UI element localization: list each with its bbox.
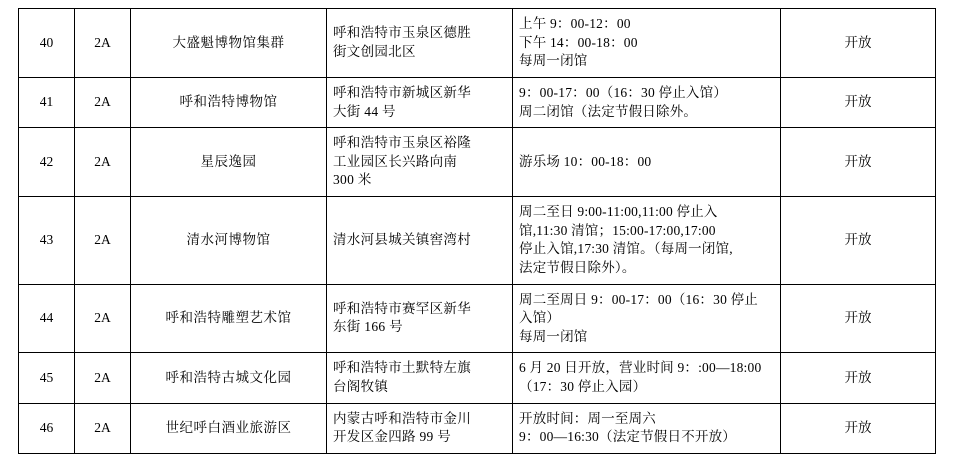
row-address-line: 呼和浩特市玉泉区德胜 xyxy=(333,25,471,41)
row-address-line: 开发区金四路 99 号 xyxy=(333,429,452,445)
row-hours xyxy=(513,9,781,78)
row-address xyxy=(327,403,513,453)
row-status: 开放 xyxy=(781,284,936,353)
row-status: 开放 xyxy=(781,403,936,453)
row-name: 世纪呼白酒业旅游区 xyxy=(131,403,327,453)
row-index: 41 xyxy=(19,77,75,127)
row-hours-line: 9：00—16:30（法定节假日不开放） xyxy=(519,429,737,445)
row-index: 46 xyxy=(19,403,75,453)
row-level: 2A xyxy=(75,197,131,285)
row-index: 43 xyxy=(19,197,75,285)
row-level: 2A xyxy=(75,403,131,453)
table-row xyxy=(19,77,936,127)
row-address-line: 清水河县城关镇窖湾村 xyxy=(333,231,471,247)
row-hours xyxy=(513,353,781,403)
row-name: 清水河博物馆 xyxy=(131,197,327,285)
row-hours-line: 每周一闭馆 xyxy=(519,328,588,344)
row-hours xyxy=(513,403,781,453)
row-address-line: 街文创园北区 xyxy=(333,43,416,59)
row-address xyxy=(327,197,513,285)
row-index: 42 xyxy=(19,128,75,197)
row-level: 2A xyxy=(75,77,131,127)
table-row xyxy=(19,9,936,78)
row-address-line: 呼和浩特市玉泉区裕隆 xyxy=(333,135,471,151)
row-hours-line: 法定节假日除外）。 xyxy=(519,259,636,275)
row-address-line: 工业园区长兴路向南 xyxy=(333,153,458,169)
table-row xyxy=(19,128,936,197)
row-index: 45 xyxy=(19,353,75,403)
row-hours-line: 停止入馆,17:30 清馆。（每周一闭馆, xyxy=(519,241,733,257)
row-hours-line: 周二闭馆（法定节假日除外。 xyxy=(519,103,698,119)
row-hours-line: 上午 9：00-12：00 xyxy=(519,16,631,31)
row-status: 开放 xyxy=(781,77,936,127)
row-address-line: 台阁牧镇 xyxy=(333,379,389,394)
row-hours xyxy=(513,77,781,127)
row-address xyxy=(327,77,513,127)
table-row xyxy=(19,284,936,353)
row-hours-line: 开放时间：周一至周六 xyxy=(519,410,656,426)
row-index: 40 xyxy=(19,9,75,78)
row-status: 开放 xyxy=(781,197,936,285)
row-hours-line: 入馆） xyxy=(519,310,561,326)
row-hours-line: 游乐场 10：00-18：00 xyxy=(519,153,652,169)
row-level: 2A xyxy=(75,353,131,403)
row-hours-line: 下午 14：00-18：00 xyxy=(519,34,638,50)
row-hours xyxy=(513,284,781,353)
row-hours-line: 6 月 20 日开放，营业时间 9：:00—18:00 xyxy=(519,360,762,376)
row-index: 44 xyxy=(19,284,75,353)
row-name: 呼和浩特古城文化园 xyxy=(131,353,327,403)
row-hours-line: 馆,11:30 清馆；15:00-17:00,17:00 xyxy=(519,222,716,238)
row-hours xyxy=(513,197,781,285)
attractions-table xyxy=(18,8,936,454)
row-name: 呼和浩特博物馆 xyxy=(131,77,327,127)
row-level: 2A xyxy=(75,284,131,353)
table-row xyxy=(19,353,936,403)
row-address-line: 呼和浩特市赛罕区新华 xyxy=(333,300,471,316)
row-name: 呼和浩特雕塑艺术馆 xyxy=(131,284,327,353)
row-address-line: 大街 44 号 xyxy=(333,103,396,119)
row-name: 大盛魁博物馆集群 xyxy=(131,9,327,78)
row-hours-line: 周二至周日 9：00-17：00（16：30 停止 xyxy=(519,291,758,307)
row-address xyxy=(327,9,513,78)
table-row xyxy=(19,197,936,285)
row-address-line: 300 米 xyxy=(333,172,372,188)
row-hours-line: 每周一闭馆 xyxy=(519,53,588,69)
row-status: 开放 xyxy=(781,353,936,403)
row-hours xyxy=(513,128,781,197)
row-address-line: 东街 166 号 xyxy=(333,319,403,335)
row-address-line: 呼和浩特市新城区新华 xyxy=(333,84,471,100)
table-row xyxy=(19,403,936,453)
row-address-line: 内蒙古呼和浩特市金川 xyxy=(333,410,471,426)
row-name: 星辰逸园 xyxy=(131,128,327,197)
row-address xyxy=(327,284,513,353)
row-status: 开放 xyxy=(781,9,936,78)
row-hours-line: 9：00-17：00（16：30 停止入馆） xyxy=(519,84,728,100)
row-address xyxy=(327,128,513,197)
row-level: 2A xyxy=(75,9,131,78)
row-address xyxy=(327,353,513,403)
row-address-line: 呼和浩特市土默特左旗 xyxy=(333,360,471,376)
row-level: 2A xyxy=(75,128,131,197)
row-hours-line: 周二至日 9:00-11:00,11:00 停止入 xyxy=(519,204,718,219)
table-body xyxy=(19,9,936,454)
row-hours-line: （17：30 停止入园） xyxy=(519,379,647,394)
row-status: 开放 xyxy=(781,128,936,197)
